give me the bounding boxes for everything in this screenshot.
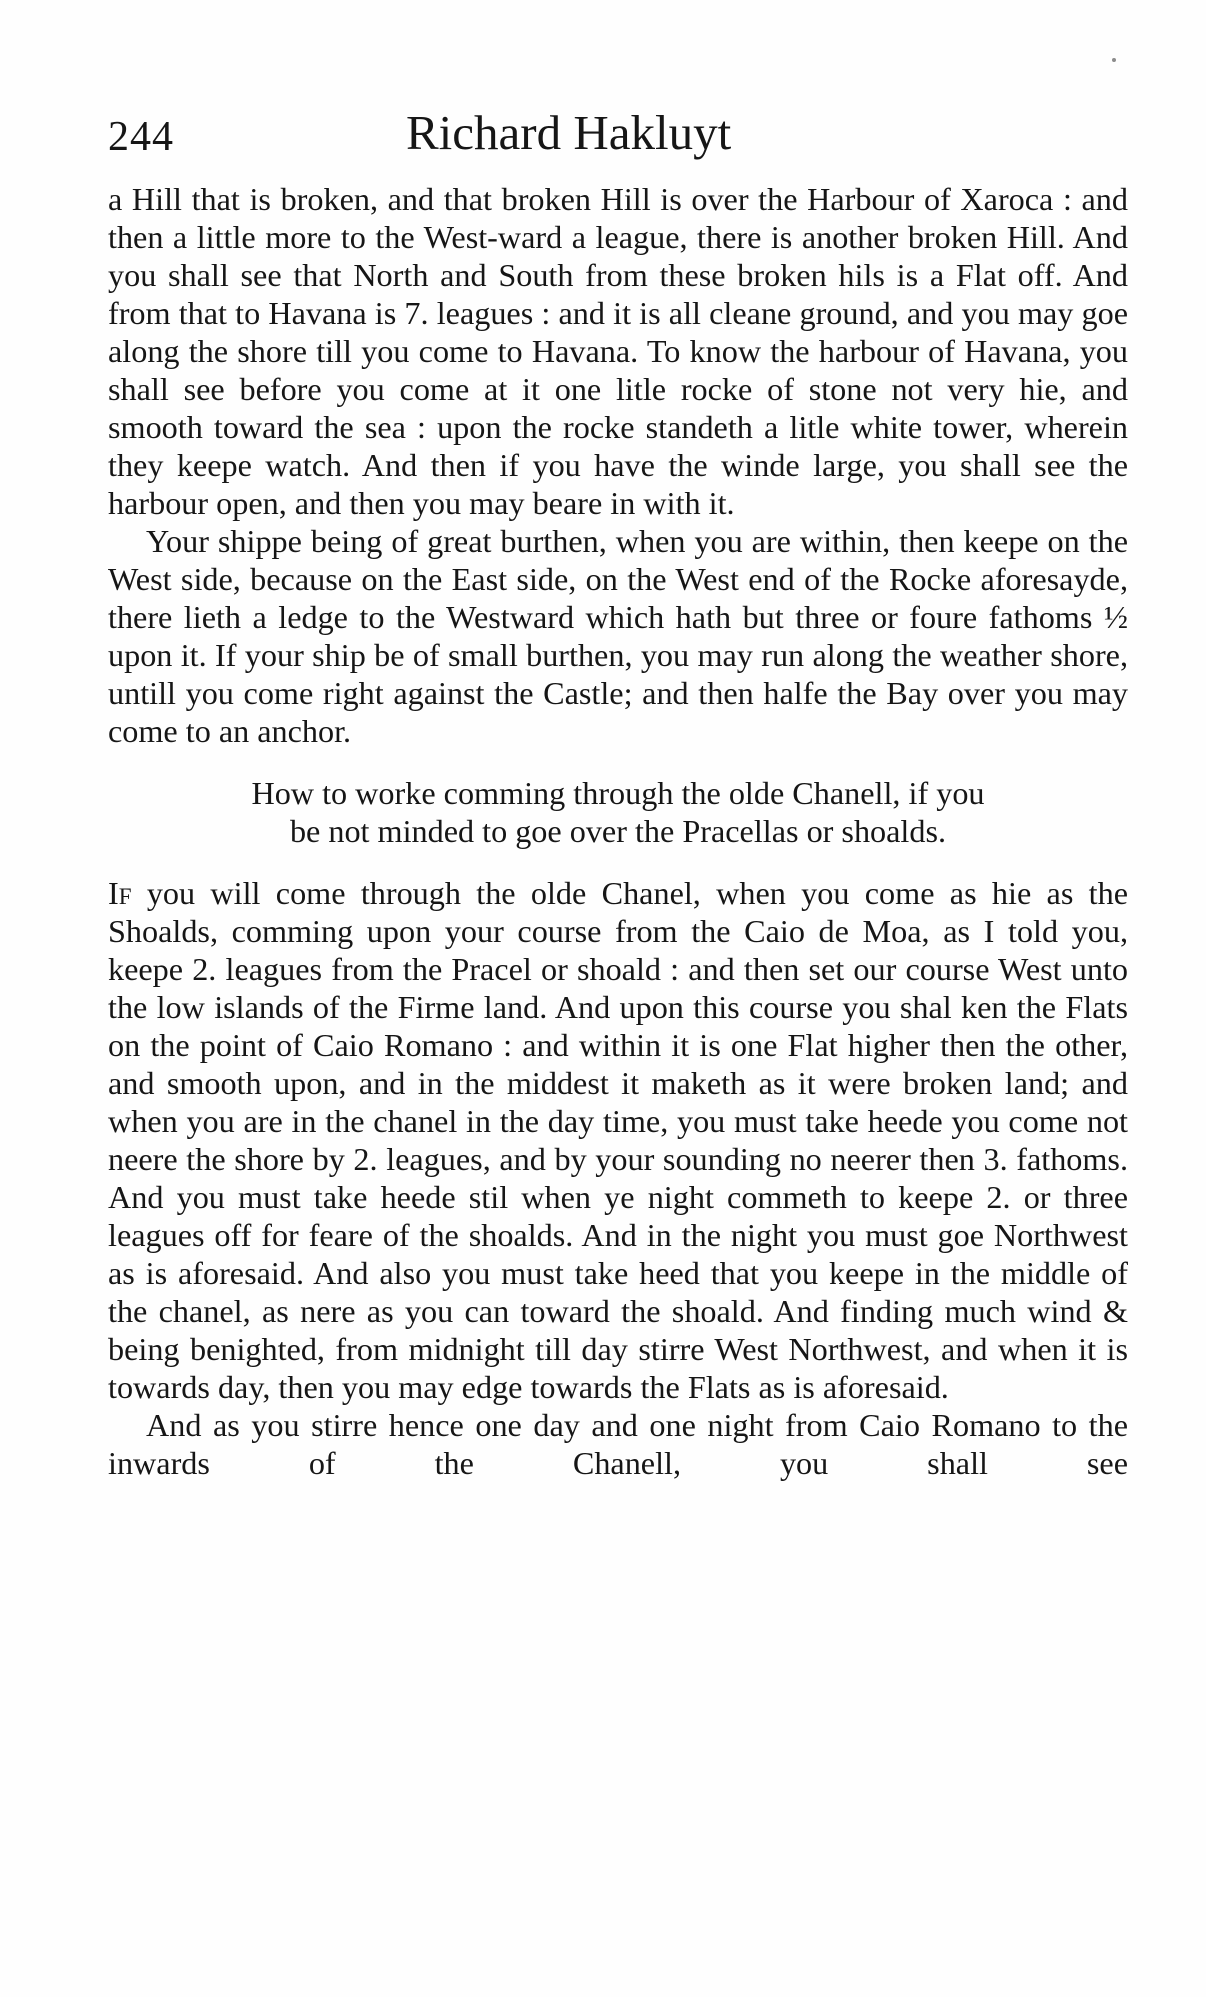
paragraph-3-text: you will come through the olde Chanel, when you come as hie as the Shoalds, comming upon your course from the Caio de Moa, as I told you, keepe 2. leagues from the Pracel or shoald : and then set our course West unto the low islands of the Firme land. And upon this course you shal ken the Flats on the point of Caio Romano : and within it is one Flat higher then the other, and smooth upon, and in the middest it maketh as it were broken land; and when you are in the chanel in the day time, you must take heede you come not neere the shore by 2. leagues, and by your sounding no neerer then 3. fathoms. And you must take heede stil when ye night commeth to keepe 2. or three leagues off for feare of the shoalds. And in the night you must goe Northwest as is aforesaid. And also you must take heed that you keepe in the middle of the chanel, as nere as you can toward the shoald. And finding much wind & being benighted, from midnight till day stirre West Northwest, and when it is towards day, then you may edge towards the Flats as is aforesaid. <box>108 875 1128 1405</box>
paragraph-3 <box>108 874 1128 1406</box>
paragraph-3-initial: If <box>108 875 132 911</box>
section-heading <box>108 774 1128 850</box>
page-text <box>108 180 1128 1482</box>
paper-speck <box>1112 58 1116 62</box>
paragraph-2: Your shippe being of great burthen, when you are within, then keepe on the West side, because on the East side, on the West end of the Rocke aforesayde, there lieth a ledge to the Westward which hath but three or foure fathoms ½ upon it. If your ship be of small burthen, you may run along the weather shore, untill you come right against the Castle; and then halfe the Bay over you may come to an anchor. <box>108 523 1128 749</box>
page-number: 244 <box>108 114 174 160</box>
running-head: Richard Hakluyt <box>406 105 732 160</box>
section-heading-line-1: How to worke comming through the olde Chanell, if you <box>251 775 985 811</box>
paragraph-4: And as you stirre hence one day and one night from Caio Romano to the inwards of the Chanell, you shall see <box>108 1407 1128 1481</box>
page-header <box>108 105 1128 178</box>
section-heading-line-2: be not minded to goe over the Pracellas or shoalds. <box>289 813 947 849</box>
paragraph-1: a Hill that is broken, and that broken Hill is over the Harbour of Xaroca : and then a little more to the West-ward a league, there is another broken Hill. And you shall see that North and South from these broken hils is a Flat off. And from that to Havana is 7. leagues : and it is all cleane ground, and you may goe along the shore till you come to Havana. To know the harbour of Havana, you shall see before you come at it one litle rocke of stone not very hie, and smooth toward the sea : upon the rocke standeth a litle white tower, wherein they keepe watch. And then if you have the winde large, you shall see the harbour open, and then you may beare in with it. <box>108 181 1128 521</box>
